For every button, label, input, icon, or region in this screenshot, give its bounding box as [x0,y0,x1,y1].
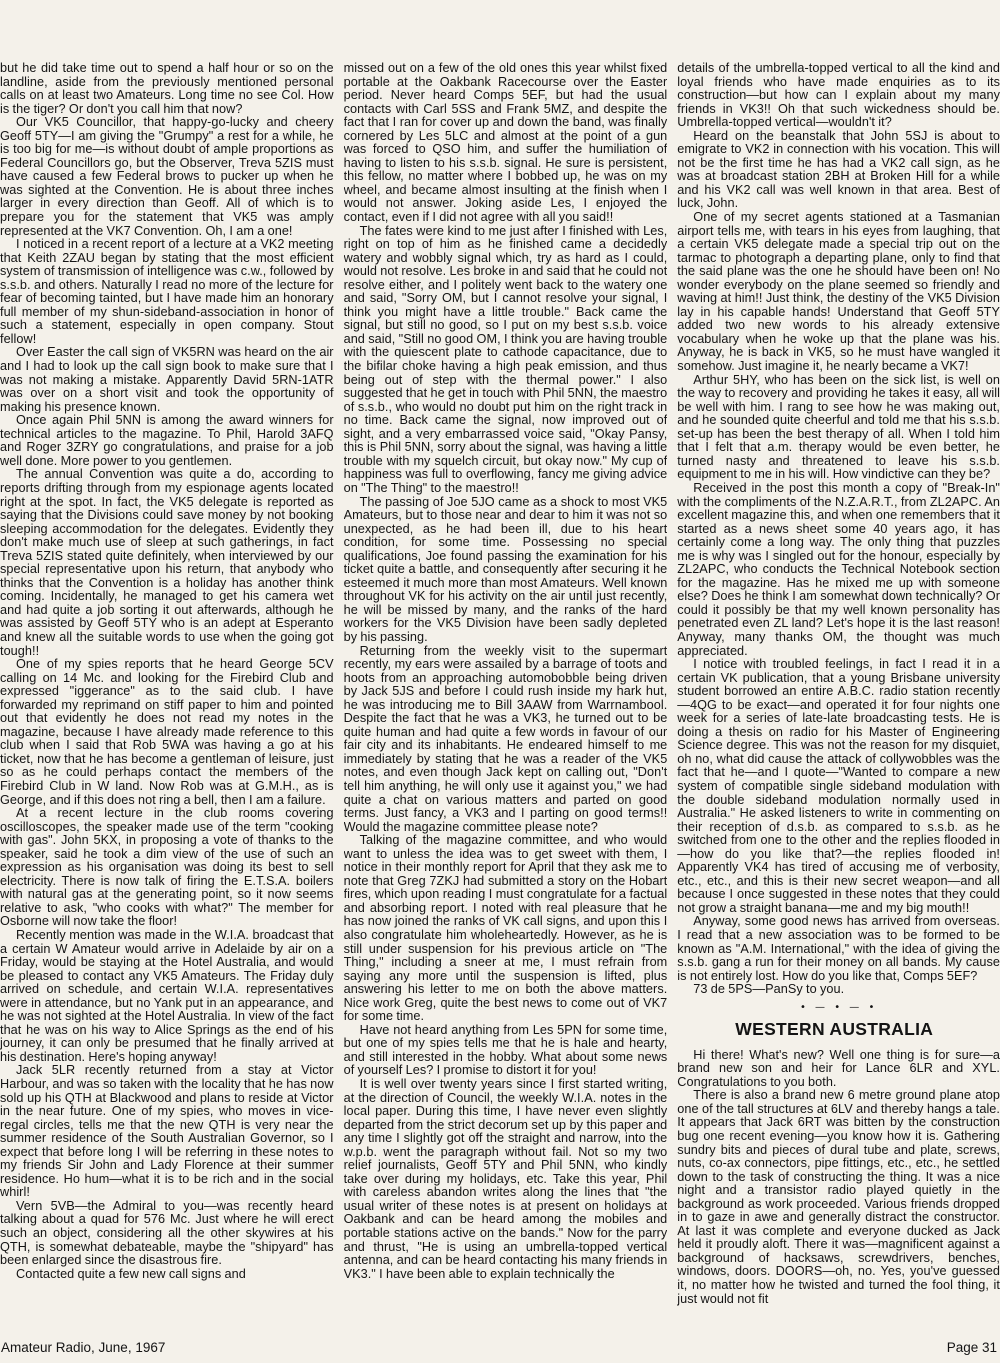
article-columns [0,62,1000,1330]
paragraph: Returning from the weekly visit to the supermart recently, my ears were assailed by a barrage of toots and hoots from an approaching automobobble being driven by Jack 5JS and before I could rush inside my hark hut, he was introducing me to Bill 3AAW from Warrnambool. Despite the fact that he was a VK3, he turned out to be quite human and had quite a few words in favour of our fair city and its inhabitants. He endeared himself to me immediately by stating that he was a reader of the VK5 notes, and even though Jack kept on calling out, "Don't tell him anything, he will only use it against you," we had quite a chat on various matters and parted on good terms. Just fancy, a VK3 and I parting on good terms!! Would the magazine committee please note? [343,643,668,834]
paragraph: Talking of the magazine committee, and who would want to unless the idea was to get sweet with them, I notice in their monthly report for April that they ask me to note that Greg 7ZKJ had submitted a story on the Hobart fires, which upon reading I must congratulate for a factual and absorbing report. I noted with real pleasure that he has now joined the ranks of VK call signs, and upon this I also congratulate him wholeheartedly. However, as he is still under suspension for his previous article on "The Thing," including a sneer at me, I must refrain from saying any more until the suspension is lifted, plus answering his letter to me on both the above matters. Nice work Greg, quite the best news to come out of VK7 for some time. [343,833,668,1024]
page-footer [0,1340,1000,1360]
paragraph: One of my spies reports that he heard George 5CV calling on 14 Mc. and looking for the Firebird Club and expressed "iggerance" as to the said club. I have forwarded my reprimand on stiff paper to him and pointed out that evidently he does not read my notes in the magazine, because I have already made reference to this club when I said that Rob 5WA was having a go at his ticket, now that he has become a gentleman of leisure, just so as he could perhaps contact the members of the Firebird Club in W land. Now Rob was at G.M.H., as is George, and if this does not ring a bell, then I am a failure. [0,657,334,807]
paragraph: Have not heard anything from Les 5PN for some time, but one of my spies tells me that he is hale and hearty, and still interested in the hobby. What about some news of yourself Les? I promise to distort it for you! [343,1022,668,1078]
paragraph: Contacted quite a few new call signs and [16,1266,246,1281]
paragraph: The passing of Joe 5JO came as a shock to most VK5 Amateurs, but to those near and dear to him it was not so unexpected, as he had been ill, due to his heart condition, for some time. Possessing no special qualifications, Joe found passing the examination for his ticket quite a battle, and consequently after securing it he esteemed it much more than most Amateurs. Well known throughout VK for his activity on the air until just recently, he will be missed by many, and the ranks of the hard workers for the VK5 Division have been sadly depleted by his passing. [343,494,668,644]
paragraph: Received in the post this month a copy of "Break-In" with the compliments of the N.Z.A.R.T., from ZL2APC. An excellent magazine this, and when one remembers that it started as a news sheet some 40 years ago, it has certainly come a long way. The only thing that puzzles me is why was I singled out for the honour, especially by ZL2APC, who conducts the Technical Notebook section for the magazine. Has he mixed me up with someone else? Does he think I am somewhat down technically? Or could it possibly be that my well known personality has penetrated even ZL land? Let's hope it is the last reason! Anyway, many thanks OM, the thought was much appreciated. [677,480,1000,658]
paragraph: Heard on the beanstalk that John 5SJ is about to emigrate to VK2 in connection with his vocation. This will not be the first time he has had a VK2 call sign, as he was at broadcast station 2BH at Broken Hill for a while and his VK2 call was well known in that area. Best of luck, John. [677,128,1000,211]
paragraph: Arthur 5HY, who has been on the sick list, is well on the way to recovery and providing he takes it easy, all will be well with him. I rang to see how he was making out, and he sounded quite cheerful and told me that his s.s.b. set-up has been the best therapy of all. When I told him that I felt that a.m. therapy would be even better, he turned nasty and threatened to leave his s.s.b. equipment to me in his will. How vindictive can they be? [677,372,1000,482]
paragraph: but he did take time out to spend a half hour or so on the landline, aside from the previously mentioned personal calls on at least two Amateurs. Long time no see Col. How is the tiger? Or don't you call him that now? [0,62,334,116]
paragraph: Once again Phil 5NN is among the award winners for technical articles to the magazine. To Phil, Harold 3AFQ and Roger 3ZRY go congratulations, and praise for a job well done. More power to you gentlemen. [0,413,334,468]
paragraph: Jack 5LR recently returned from a stay at Victor Harbour, and was so taken with the locality that he has now sold up his QTH at Blackwood and plans to reside at Victor in the near future. One of my spies, who moves in vice-regal circles, tells me that the new QTH is very near the summer residence of the South Australian Governor, so I expect that before long I will be referring in these notes to my friends Sir John and Lady Florence at their summer residence. Ho hum—what it is to be rich and in the social whirl! [0,1063,334,1200]
publication-credit: Amateur Radio, June, 1967 [1,1340,166,1355]
paragraph: At a recent lecture in the club rooms covering oscilloscopes, the speaker made use of the term "cooking with gas". John 5KX, in proposing a vote of thanks to the speaker, said he took a dim view of the use of such an expression as his organisation was doing its best to sell electricity. There is now talk of firing the E.T.S.A. boilers with natural gas at the generating point, so it now seems relative to ask, "who cooks with what?" The member for Osborne will now take the floor! [0,806,334,929]
paragraph: The annual Convention was quite a do, according to reports drifting through from my espionage agents located right at the spot. In fact, the VK5 delegate is reported as saying that the Divisions could save money by not booking sleeping accommodation for the delegates. Evidently they don't make much use of sleep at such gatherings, in fact Treva 5ZIS stated quite definitely, when interviewed by our special representative upon his return, that anybody who thinks that the Convention is a holiday has another think coming. Incidentally, he managed to get his camera wet and had quite a job sorting it out afterwards, although he was assisted by Geoff 5TY who is an adept at Esperanto and knew all the suitable words to use when the going got tough!! [0,467,334,658]
paragraph: It is well over twenty years since I first started writing, at the direction of Council, the weekly W.I.A. notes in the local paper. During this time, I have never even slightly departed from the strict decorum set up by this paper and any time I slightly got off the straight and narrow, into the w.p.b. went the paragraph without fail. Not so my two relief journalists, Geoff 5TY and Phil 5NN, who kindly take over during my holidays, etc. Take this year, Phil with careless abandon writes along the lines that "the usual writer of these notes is at present on holidays at Oakbank and can be heard among the mobiles and portable stations active on the bands." Now for the parry and thrust, "He is using an umbrella-topped vertical antenna, and can be heard contacting his many friends in VK3." I have been able to explain technically the [343,1077,668,1281]
column-1 [0,62,334,1330]
paragraph: Recently mention was made in the W.I.A. broadcast that a certain W Amateur would arrive in Adelaide by air on a Friday, would be staying at the Hotel Australia, and would be pleased to contact any VK5 Amateurs. The Friday duly arrived on schedule, and certain W.I.A. representatives were in attendance, but no Yank put in an appearance, and he was not sighted at the Hotel Australia. In view of the fact that he was on his way to Alice Springs as the end of his journey, it can only be presumed that he finally arrived at his destination. Here's hoping anyway! [0,928,334,1064]
paragraph: Over Easter the call sign of VK5RN was heard on the air and I had to look up the call sign book to make sure that I was not making a mistake. Apparently David 5RN-1ATR was over on a short visit and took the opportunity of making his presence known. [0,345,334,414]
paragraph: One of my secret agents stationed at a Tasmanian airport tells me, with tears in his eyes from laughing, that a certain VK5 delegate made a special trip out on the tarmac to photograph a departing plane, only to find that the said plane was the one he should have been on! No wonder everybody on the plane seemed so friendly and waving at him!! Just think, the destiny of the VK5 Division lay in his capable hands! Understand that Geoff 5TY added two new words to his already extensive vocabulary when he woke up that the plane was his. Anyway, he is back in VK5, so he must have wangled it somehow. Just imagine it, he nearly became a VK7! [677,210,1000,374]
paragraph: details of the umbrella-topped vertical to all the kind and loyal friends who have made enquiries as to its construction—but how can I explain about my many friends in VK3!! Oh that such wickedness should be. Umbrella-topped vertical—wouldn't it? [677,62,1000,130]
paragraph: I noticed in a recent report of a lecture at a VK2 meeting that Keith 2ZAU began by stating that the most efficient system of transmission of intelligence was c.w., followed by s.s.b. and others. Naturally I read no more of the lecture for fear of becoming tainted, but I have made him an honorary full member of my shun-sideband-association in honor of such a statement, especially in open company. Stout fellow! [0,237,334,346]
paragraph: There is also a brand new 6 metre ground plane atop one of the tall structures at 6LV and thereby hangs a tale. It appears that Jack 6RT was bitten by the construction bug one recent evening—you know how it is. Gathering sundry bits and pieces of dural tube and plate, screws, nuts, co-ax connectors, pipe fittings, etc., etc., he settled down to the task of constructing the thing. It was a nice night and a transistor radio played quietly in the background as work proceeded. Various friends dropped in to gaze in awe and generally distract the constructor. At last it was complete and everyone ducked as Jack held it proudly aloft. There it was—magnificent against a background of hacksaws, screwdrivers, benches, windows, doors. DOORS—oh, no. Yes, you've guessed it, no matter how he twisted and turned the fool thing, it just would not fit [677,1088,1000,1306]
paragraph: Anyway, some good news has arrived from overseas. I read that a new association was to be formed to be known as "A.M. International," with the idea of giving the s.s.b. gang a run for their money on all bands. My cause is not entirely lost. How do you like that, Comps 5EF? [677,914,1000,983]
paragraph: missed out on a few of the old ones this year whilst fixed portable at the Oakbank Racecourse over the Easter period. Never heard Comps 5EF, but had the usual contacts with Carl 5SS and Frank 5MZ, and despite the fact that I ran for cover up and down the band, was finally cornered by Les 5LC and almost at the point of a gun was forced to QSO him, and suffer the humiliation of having to listen to his s.s.b. signal. He sure is persistent, this fellow, no matter where I bobbed up, he was on my wheel, and became almost insulting at the finish when I would not answer. Joking aside Les, I enjoyed the contact, even if I did not agree with all you said!! [343,62,668,225]
page-number: Page 31 [946,1340,997,1355]
column-3 [677,62,1000,1330]
section-divider: • — • — • [799,1001,878,1013]
paragraph: Hi there! What's new? Well one thing is for sure—a brand new son and heir for Lance 6LR and XYL. Congratulations to you both. [677,1047,1000,1089]
paragraph: Our VK5 Councillor, that happy-go-lucky and cheery Geoff 5TY—I am giving the "Grumpy" a rest for a while, he is too big for me—is without doubt of ample proportions as Federal Councillors go, but the Observer, Treva 5ZIS must have caused a few Federal brows to pucker up when he was sighted at the Convention. He is about three inches larger in every direction than Geoff. All of which is to prepare you for the statement that VK5 was amply represented at the VK7 Convention. Oh, I am a one! [0,115,334,238]
paragraph: Vern 5VB—the Admiral to you—was recently heard talking about a quad for 576 Mc. Just where he will erect such an object, considering all the other skywires at his QTH, is somewhat debateable, maybe the "shipyard" has been enlarged since the disastrous fire. [0,1198,334,1268]
column-2 [344,62,668,1330]
section-heading: WESTERN AUSTRALIA [735,1018,934,1039]
paragraph: I notice with troubled feelings, in fact I read it in a certain VK publication, that a young Brisbane university student borrowed an entire A.B.C. radio station recently—4QG to be exact—and operated it for four nights one week for a series of late-late broadcasting tests. He is doing a thesis on radio for his Master of Engineering Science degree. This was not the reason for my disquiet, oh no, what did cause the attack of collywobbles was the fact that he—and I quote—"Wanted to compare a new system of compatible single sideband modulation with the double sideband modulation normally used in Australia." He asked listeners to write in commenting on their reception of d.s.b. as compared to s.s.b. as he switched from one to the other and the replies flooded in—how do you like that?—the replies flooded in! Apparently VK4 has tired of accusing me of verbosity, etc., etc., and this is their new secret weapon—and all because I once suggested in these notes that they could not grow a straight banana—me and my big mouth!! [677,657,1000,915]
signoff: 73 de 5PS—PanSy to you. [693,982,845,997]
paragraph: The fates were kind to me just after I finished with Les, right on top of him as he finished came a decidedly watery and wobbly signal which, try as hard as I could, would not resolve. Les broke in and said that he could not resolve either, and I politely went back to the watery one and said, "Sorry OM, but I cannot resolve your signal, I think you might have a little trouble." Back came the signal, but still no good, so I put on my best s.s.b. voice and said, "Still no good OM, I think you are having trouble with the quiescent plate to cathode capacitance, due to the bifilar choke having a high peak emission, and thus being out of step with the thermal power." I also suggested that he get in touch with Phil 5NN, the maestro of s.s.b., who would no doubt put him on the right track in no time. Back came the signal, now improved out of sight, and a very embarrassed voice said, "Okay Pansy, this is Phil 5NN, sorry about the signal, was having a little trouble with my squelch circuit, but okay now." My cup of happiness was full to overflowing, fancy me giving advice on "The Thing" to the maestro!! [343,223,668,495]
